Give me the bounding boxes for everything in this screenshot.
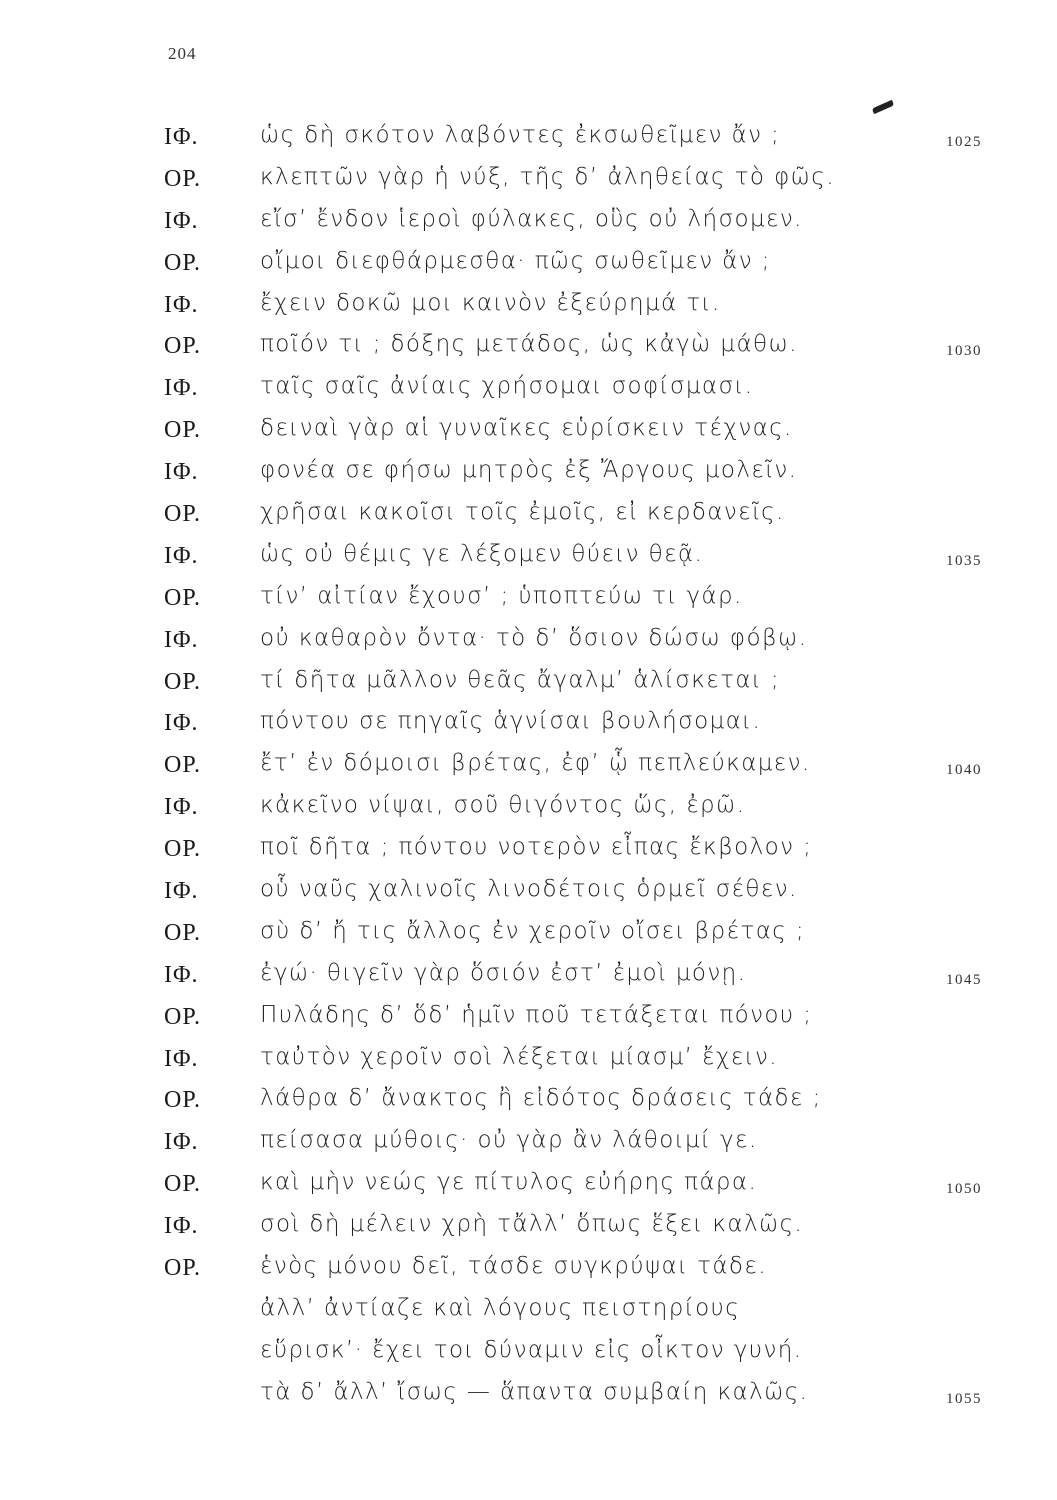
verse-line <box>0 621 1057 663</box>
speaker-label: ΟΡ. <box>164 249 202 276</box>
speaker-label: ΟΡ. <box>164 584 202 611</box>
speaker-label: ΟΡ. <box>164 165 202 192</box>
verse-line <box>0 495 1057 537</box>
verse-text: ἀλλ’ ἀντίαζε καὶ λόγους πειστηρίους <box>260 1294 741 1321</box>
speaker-label: ΙΦ. <box>164 207 199 234</box>
verse-line <box>0 202 1057 244</box>
verse-text: ποῖόν τι ; δόξης μετάδος, ὡς κἀγὼ μάθω. <box>260 331 798 358</box>
verse-text: Πυλάδης δ’ ὅδ’ ἡμῖν ποῦ τετάξεται πόνου ; <box>260 1001 813 1028</box>
verse-line <box>0 1123 1057 1165</box>
verse-text: καὶ μὴν νεώς γε πίτυλος εὐήρης πάρα. <box>260 1169 758 1196</box>
speaker-label: ΟΡ. <box>164 1003 202 1030</box>
verse-line <box>0 1081 1057 1123</box>
line-number: 1045 <box>946 971 982 988</box>
speaker-label: ΙΦ. <box>164 542 199 569</box>
verse-line <box>0 1291 1057 1333</box>
verse-text: εὕρισκ’· ἔχει τοι δύναμιν εἰς οἶκτον γυνή. <box>260 1336 803 1363</box>
verse-text: λάθρα δ’ ἄνακτος ἢ εἰδότος δράσεις τάδε ; <box>260 1085 822 1112</box>
verse-text: ἑνὸς μόνου δεῖ, τάσδε συγκρύψαι τάδε. <box>260 1253 767 1280</box>
verse-text: ἔχειν δοκῶ μοι καινὸν ἐξεύρημά τι. <box>260 289 721 316</box>
verse-text: ταῖς σαῖς ἀνίαις χρήσομαι σοφίσμασι. <box>260 373 754 400</box>
verse-text: οἴμοι διεφθάρμεσθα· πῶς σωθεῖμεν ἄν ; <box>260 247 771 274</box>
verse-line <box>0 453 1057 495</box>
speaker-label: ΙΦ. <box>164 291 199 318</box>
verse-line <box>0 1207 1057 1249</box>
speaker-label: ΟΡ. <box>164 836 202 863</box>
verse-line <box>0 579 1057 621</box>
verse-text: κλεπτῶν γὰρ ἡ νύξ, τῆς δ’ ἀληθείας τὸ φῶς. <box>260 163 835 190</box>
verse-text: ταὐτὸν χεροῖν σοὶ λέξεται μίασμ’ ἔχειν. <box>260 1043 778 1070</box>
verse-text: δειναὶ γὰρ αἱ γυναῖκες εὑρίσκειν τέχνας. <box>260 415 793 442</box>
speaker-label: ΟΡ. <box>164 752 202 779</box>
verse-text: τί δῆτα μᾶλλον θεᾶς ἄγαλμ’ ἁλίσκεται ; <box>260 666 781 693</box>
verse-text: ἐγώ· θιγεῖν γὰρ ὅσιόν ἐστ’ ἐμοὶ μόνῃ. <box>260 959 747 986</box>
verse-text: οὗ ναῦς χαλινοῖς λινοδέτοις ὁρμεῖ σέθεν. <box>260 876 798 903</box>
line-number: 1025 <box>946 134 982 150</box>
verse-line <box>0 956 1057 998</box>
verse-line <box>0 244 1057 286</box>
line-number: 1030 <box>946 343 982 360</box>
speaker-label: ΟΡ. <box>164 333 202 360</box>
line-number: 1055 <box>946 1390 982 1407</box>
verse-line <box>0 830 1057 872</box>
verse-line <box>0 1165 1057 1207</box>
line-number: 1050 <box>946 1181 982 1198</box>
verse-line <box>0 327 1057 369</box>
verse-text: ὡς οὐ θέμις γε λέξομεν θύειν θεᾷ. <box>260 540 704 567</box>
verse-line <box>0 286 1057 328</box>
speaker-label: ΙΦ. <box>164 1045 199 1072</box>
verse-line <box>0 914 1057 956</box>
speaker-label: ΟΡ. <box>164 417 202 444</box>
verse-text: ποῖ δῆτα ; πόντου νοτερὸν εἶπας ἔκβολον ; <box>260 834 813 861</box>
speaker-label: ΟΡ. <box>164 919 202 946</box>
verse-line <box>0 746 1057 788</box>
verse-text: σὺ δ’ ἤ τις ἄλλος ἐν χεροῖν οἴσει βρέτας ; <box>260 917 806 944</box>
speaker-label: ΙΦ. <box>164 878 199 905</box>
verse-text: χρῆσαι κακοῖσι τοῖς ἐμοῖς, εἰ κερδανεῖς. <box>260 499 785 526</box>
verse-line <box>0 1040 1057 1082</box>
verse-line <box>0 998 1057 1040</box>
speaker-label: ΟΡ. <box>164 501 202 528</box>
verse-text: πείσασα μύθοις· οὐ γὰρ ἂν λάθοιμί γε. <box>260 1127 758 1154</box>
speaker-label: ΟΡ. <box>164 1087 202 1114</box>
verse-line <box>0 1375 1057 1417</box>
speaker-label: ΟΡ. <box>164 1171 202 1198</box>
speaker-label: ΙΦ. <box>164 710 199 737</box>
line-number: 1040 <box>946 762 982 779</box>
verse-line <box>0 537 1057 579</box>
verse-text: ὡς δὴ σκότον λαβόντες ἐκσωθεῖμεν ἄν ; <box>260 122 781 148</box>
verse-text: εἴσ’ ἔνδον ἱεροὶ φύλακες, οὓς οὐ λήσομεν. <box>260 205 803 232</box>
speaker-label: ΙΦ. <box>164 375 199 402</box>
verse-line <box>0 411 1057 453</box>
verse-line <box>0 369 1057 411</box>
verse-text: οὐ καθαρὸν ὄντα· τὸ δ’ ὅσιον δώσω φόβῳ. <box>260 624 808 651</box>
verse-text: ἔτ’ ἐν δόμοισι βρέτας, ἐφ’ ᾧ πεπλεύκαμεν. <box>260 750 811 777</box>
speaker-label: ΙΦ. <box>164 626 199 653</box>
verse-text: φονέα σε φήσω μητρὸς ἐξ Ἄργους μολεῖν. <box>260 457 798 484</box>
speaker-label: ΙΦ. <box>164 1129 199 1156</box>
verse-line <box>0 1249 1057 1291</box>
speaker-label: ΙΦ. <box>164 961 199 988</box>
verse-line <box>0 788 1057 830</box>
verse-text: τὰ δ’ ἄλλ’ ἴσως — ἅπαντα συμβαίη καλῶς. <box>260 1378 809 1405</box>
verse-line <box>0 160 1057 202</box>
speaker-label: ΙΦ. <box>164 1213 199 1240</box>
verse-text: σοὶ δὴ μέλειν χρὴ τἄλλ’ ὅπως ἕξει καλῶς. <box>260 1211 804 1238</box>
speaker-label: ΙΦ. <box>164 124 199 150</box>
verse-text: τίν’ αἰτίαν ἔχουσ’ ; ὑποπτεύω τι γάρ. <box>260 582 743 609</box>
speaker-label: ΙΦ. <box>164 794 199 821</box>
verse-text: πόντου σε πηγαῖς ἁγνίσαι βουλήσομαι. <box>260 708 762 735</box>
speaker-label: ΟΡ. <box>164 1255 202 1282</box>
verse-line <box>0 704 1057 746</box>
speaker-label: ΙΦ. <box>164 459 199 486</box>
verse-text: κἀκεῖνο νίψαι, σοῦ θιγόντος ὥς, ἐρῶ. <box>260 792 746 819</box>
verse-line <box>0 1333 1057 1375</box>
verse-line <box>0 118 1057 160</box>
verse-lines <box>0 118 1057 1417</box>
ink-mark <box>872 100 895 114</box>
line-number: 1035 <box>946 552 982 569</box>
verse-line <box>0 663 1057 705</box>
page-number: 204 <box>168 44 197 63</box>
verse-line <box>0 872 1057 914</box>
speaker-label: ΟΡ. <box>164 668 202 695</box>
